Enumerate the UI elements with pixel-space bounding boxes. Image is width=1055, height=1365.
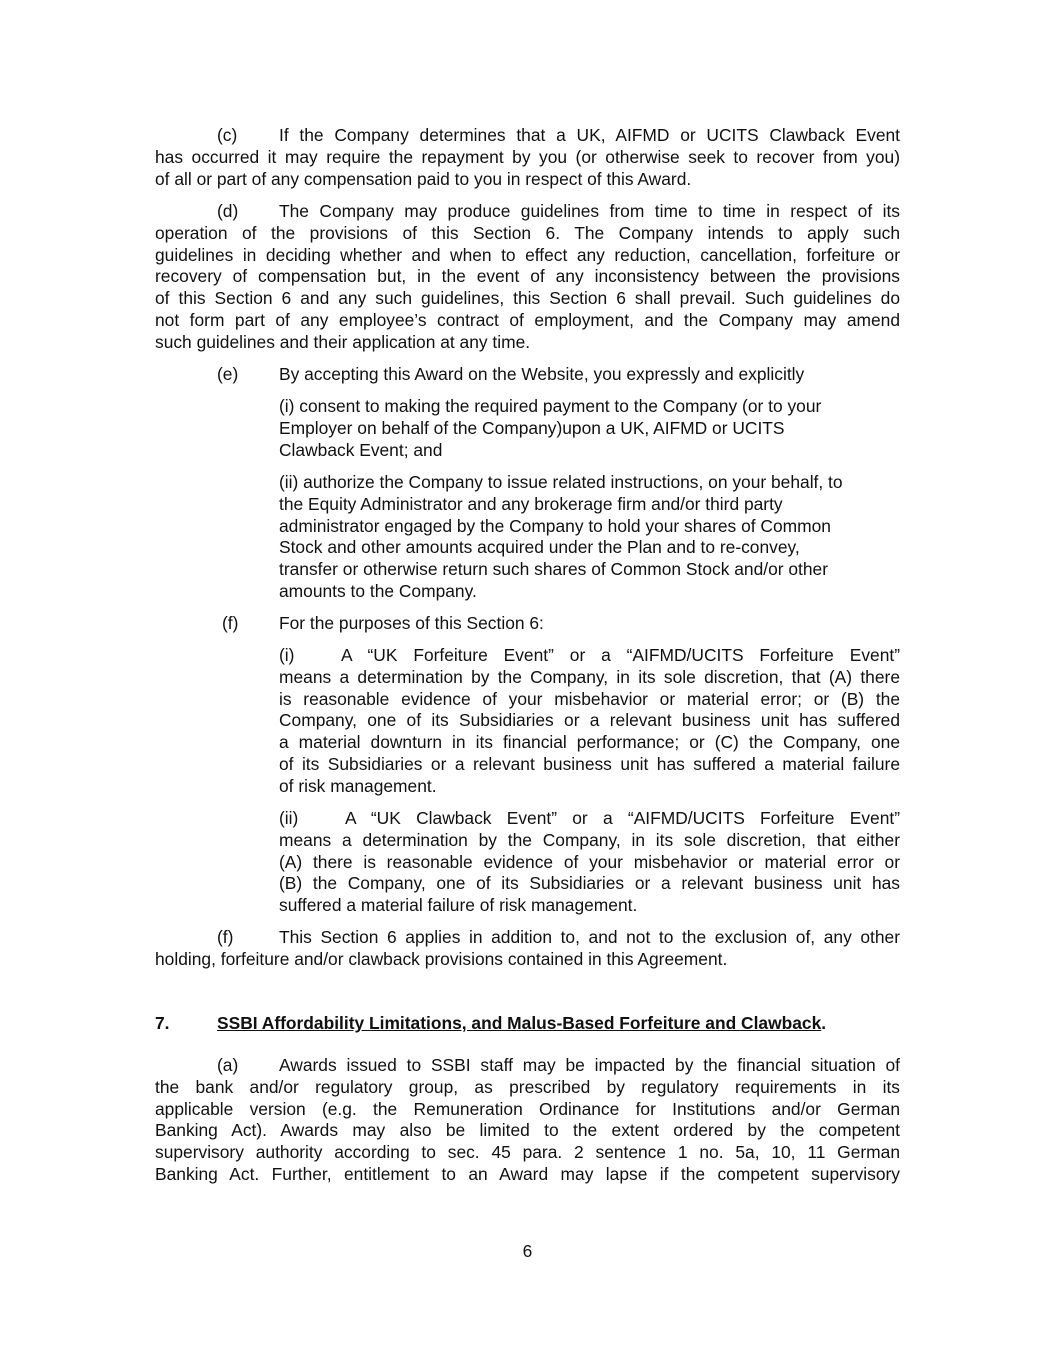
paragraph-f-i: (i) A “UK Forfeiture Event” or a “AIFMD/UCITS Forfeiture Event” means a determination by the Company, in its sole discretion, that (A) there is reasonable evidence of your misbehavior or material error; or (B) the Company, one of its Subsidiaries or a relevant business unit has suffered a material downturn in its financial performance; or (C) the Company, one of its Subsidiaries or a relevant business unit has suffered a material failure of risk management. (279, 645, 900, 796)
paragraph-f-ii: (ii) A “UK Clawback Event” or a “AIFMD/UCITS Forfeiture Event” means a determination by the Company, in its sole discretion, that either (A) there is reasonable evidence of your misbehavior or material error or (B) the Company, one of its Subsidiaries or a relevant business unit has suffered a material failure of risk management. (279, 808, 900, 916)
paragraph-d: (d) The Company may produce guidelines from time to time in respect of its operation of the provisions of this Section 6. The Company intends to apply such guidelines in deciding whether and when to effect any reduction, cancellation, forfeiture or recovery of compensation but, in the event of any inconsistency between the provisions of this Section 6 and any such guidelines, this Section 6 shall prevail. Such guidelines do not form part of any employee’s contract of employment, and the Company may amend such guidelines and their application at any time. (155, 201, 900, 352)
paragraph-f-purposes: (f) For the purposes of this Section 6: (222, 613, 544, 633)
section-title: SSBI Affordability Limitations, and Malus-Based Forfeiture and Clawback (217, 1013, 822, 1033)
paragraph-c: (c) If the Company determines that a UK, AIFMD or UCITS Clawback Event has occurred it may require the repayment by you (or otherwise seek to recover from you) of all or part of any compensation paid to you in respect of this Award. (155, 125, 900, 189)
section-7-heading: 7. SSBI Affordability Limitations, and Malus-Based Forfeiture and Clawback. (155, 1013, 827, 1033)
paragraph-e-ii: (ii) authorize the Company to issue related instructions, on your behalf, to the Equity Administrator and any brokerage firm and/or third party administrator engaged by the Company to hold your shares of Common Stock and other amounts acquired under the Plan and to re-convey, transfer or otherwise return such shares of Common Stock and/or other amounts to the Company. (279, 472, 843, 601)
paragraph-e-i: (i) consent to making the required payment to the Company (or to your Employer on behalf of the Company)upon a UK, AIFMD or UCITS Clawback Event; and (279, 396, 822, 460)
paragraph-label: (e) (217, 364, 239, 384)
paragraph-e: (e) By accepting this Award on the Website, you expressly and explicitly (217, 364, 805, 384)
subparagraph-label: (ii) (279, 808, 299, 828)
paragraph-label: (f) (222, 613, 239, 633)
paragraph-f-addition: (f) This Section 6 applies in addition to, and not to the exclusion of, any other holding, forfeiture and/or clawback provisions contained in this Agreement. (155, 927, 900, 969)
paragraph-label: (d) (217, 201, 239, 221)
subparagraph-label: (i) (279, 645, 295, 665)
paragraph-label: (f) (217, 927, 234, 947)
paragraph-label: (a) (217, 1055, 239, 1075)
paragraph-label: (c) (217, 125, 238, 145)
page-number: 6 (522, 1241, 533, 1261)
section-number: 7. (155, 1013, 170, 1033)
section-7-paragraph-a: (a) Awards issued to SSBI staff may be impacted by the financial situation of the bank and/or regulatory group, as prescribed by regulatory requirements in its applicable version (e.g. the Remuneration Ordinance for Institutions and/or German Banking Act). Awards may also be limited to the extent ordered by the competent supervisory authority according to sec. 45 para. 2 sentence 1 no. 5a, 10, 11 German Banking Act. Further, entitlement to an Award may lapse if the competent supervisory (155, 1055, 900, 1184)
